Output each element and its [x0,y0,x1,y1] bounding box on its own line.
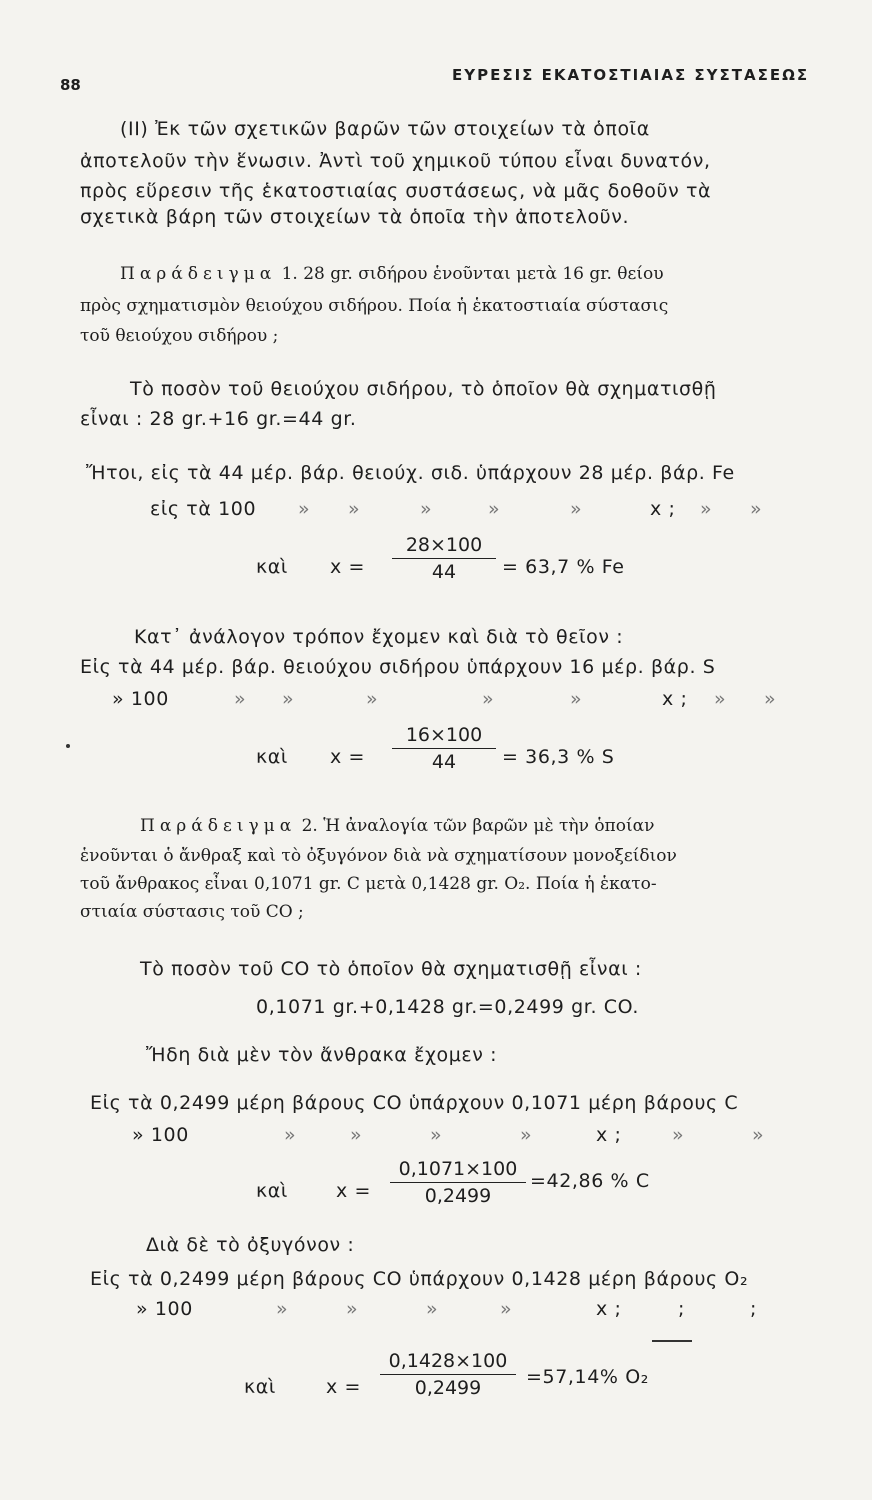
example1-solution-2: εἶναι : 28 gr.+16 gr.=44 gr. [80,408,357,430]
ditto-mark: » [348,498,361,520]
ditto-mark: » [488,498,501,520]
example2-text-3: τοῦ ἄνθρακος εἶναι 0,1071 gr. C μετὰ 0,1428 gr. O₂. Ποία ἡ ἑκατο- [80,874,657,894]
calc-kai: καὶ [256,1180,288,1202]
example1-ditto-lead: εἰς τὰ 100 [150,498,257,520]
ditto-mark: » [520,1124,533,1146]
ditto-mark: » [752,1124,765,1146]
example2-label: Παράδειγμα [140,816,297,836]
ditto-mark: » [500,1298,513,1320]
example1-solution-3: Ἤτοι, εἰς τὰ 44 μέρ. βάρ. θειούχ. σιδ. ὑπάρχουν 28 μέρ. βάρ. Fe [86,462,735,484]
unknown-x: x ; [650,498,676,520]
calc-result: =42,86 % C [530,1170,650,1192]
ditto-mark: » [750,498,763,520]
ditto-mark: » [350,1124,363,1146]
example2-ditto2-lead: » 100 [136,1298,193,1320]
fraction [392,534,496,583]
example2-text-4: στιαία σύστασις τοῦ CO ; [80,902,304,922]
calc-x: x = [326,1376,362,1398]
calc-result: =57,14% O₂ [526,1366,649,1388]
fraction-numerator: 16×100 [405,724,483,746]
calc-x: x = [330,556,366,578]
ditto-mark: » [426,1298,439,1320]
fraction-numerator: 28×100 [405,534,483,556]
example1-analog-1: Κατ᾿ ἀνάλογον τρόπον ἔχομεν καὶ διὰ τὸ θεῖον : [134,626,624,648]
fraction-denominator: 44 [392,558,496,583]
example2-solution-3: Ἤδη διὰ μὲν τὸν ἄνθρακα ἔχομεν : [146,1044,498,1066]
fraction-denominator: 44 [392,748,496,773]
calc-kai: καὶ [256,556,288,578]
example2-heading [140,816,654,836]
scan-speck [652,1340,692,1342]
intro-line-1: (ΙΙ) Ἐκ τῶν σχετικῶν βαρῶν τῶν στοιχείων τὰ ὁποῖα [120,118,650,140]
example2-text-2: ἑνοῦνται ὁ ἄνθραξ καὶ τὸ ὀξυγόνον διὰ νὰ σχηματίσουν μονοξείδιον [80,846,677,866]
example2-solution-4: Εἰς τὰ 0,2499 μέρη βάρους CO ὑπάρχουν 0,1071 μέρη βάρους C [90,1092,739,1114]
fraction-denominator: 0,2499 [380,1374,516,1399]
page-number: 88 [60,76,81,94]
ditto-mark: » [570,688,583,710]
ditto-mark: » [570,498,583,520]
ditto-mark: » [420,498,433,520]
scan-speck [66,744,70,748]
semicolon-mark: ; [750,1298,758,1320]
fraction-denominator: 0,2499 [390,1182,526,1207]
ditto-mark: » [346,1298,359,1320]
example2-text-1: 2. Ἡ ἀναλογία τῶν βαρῶν μὲ τὴν ὁποίαν [301,816,655,836]
example1-heading [120,264,664,284]
running-title: ΕΥΡΕΣΙΣ ΕΚΑΤΟΣΤΙΑΙΑΣ ΣΥΣΤΑΣΕΩΣ [452,66,810,84]
ditto-mark: » [276,1298,289,1320]
ditto-mark: » [284,1124,297,1146]
example2-oxygen-1: Διὰ δὲ τὸ ὀξυγόνον : [146,1234,355,1256]
intro-line-3: πρὸς εὕρεσιν τῆς ἑκατοστιαίας συστάσεως, νὰ μᾶς δοθοῦν τὰ [80,180,712,202]
ditto-mark: » [764,688,777,710]
example1-label: Παράδειγμα [120,264,277,284]
example1-text-1: 1. 28 gr. σιδήρου ἑνοῦνται μετὰ 16 gr. θείου [281,264,664,284]
example2-ditto-lead: » 100 [132,1124,189,1146]
ditto-mark: » [714,688,727,710]
ditto-mark: » [234,688,247,710]
unknown-x: x ; [596,1298,622,1320]
example1-analog-2: Εἰς τὰ 44 μέρ. βάρ. θειούχου σιδήρου ὑπάρχουν 16 μέρ. βάρ. S [80,656,716,678]
ditto-mark: » [700,498,713,520]
calc-x: x = [336,1180,372,1202]
calc-kai: καὶ [244,1376,276,1398]
intro-line-4: σχετικὰ βάρη τῶν στοιχείων τὰ ὁποῖα τὴν ἀποτελοῦν. [80,206,630,228]
fraction-numerator: 0,1428×100 [388,1350,508,1372]
unknown-x: x ; [596,1124,622,1146]
example1-text-3: τοῦ θειούχου σιδήρου ; [80,326,279,346]
ditto-mark: » [282,688,295,710]
ditto-mark: » [366,688,379,710]
semicolon-mark: ; [678,1298,686,1320]
calc-x: x = [330,746,366,768]
example1-text-2: πρὸς σχηματισμὸν θειούχου σιδήρου. Ποία ἡ ἑκατοστιαία σύστασις [80,296,669,316]
ditto-mark: » [482,688,495,710]
example1-solution-1: Τὸ ποσὸν τοῦ θειούχου σιδήρου, τὸ ὁποῖον θὰ σχηματισθῇ [130,378,717,400]
unknown-x: x ; [662,688,688,710]
calc-result: = 36,3 % S [502,746,615,768]
fraction-numerator: 0,1071×100 [398,1158,518,1180]
fraction [380,1350,516,1399]
example2-oxygen-2: Εἰς τὰ 0,2499 μέρη βάρους CO ὑπάρχουν 0,1428 μέρη βάρους O₂ [90,1268,749,1290]
example2-solution-1: Τὸ ποσὸν τοῦ CO τὸ ὁποῖον θὰ σχηματισθῇ εἶναι : [140,958,642,980]
example1-ditto2-lead: » 100 [112,688,169,710]
intro-line-2: ἀποτελοῦν τὴν ἕνωσιν. Ἀντὶ τοῦ χημικοῦ τύπου εἶναι δυνατόν, [80,150,711,172]
fraction [390,1158,526,1207]
calc-result: = 63,7 % Fe [502,556,625,578]
example2-solution-2: 0,1071 gr.+0,1428 gr.=0,2499 gr. CO. [256,996,640,1018]
calc-kai: καὶ [256,746,288,768]
ditto-mark: » [672,1124,685,1146]
ditto-mark: » [430,1124,443,1146]
ditto-mark: » [298,498,311,520]
fraction [392,724,496,773]
